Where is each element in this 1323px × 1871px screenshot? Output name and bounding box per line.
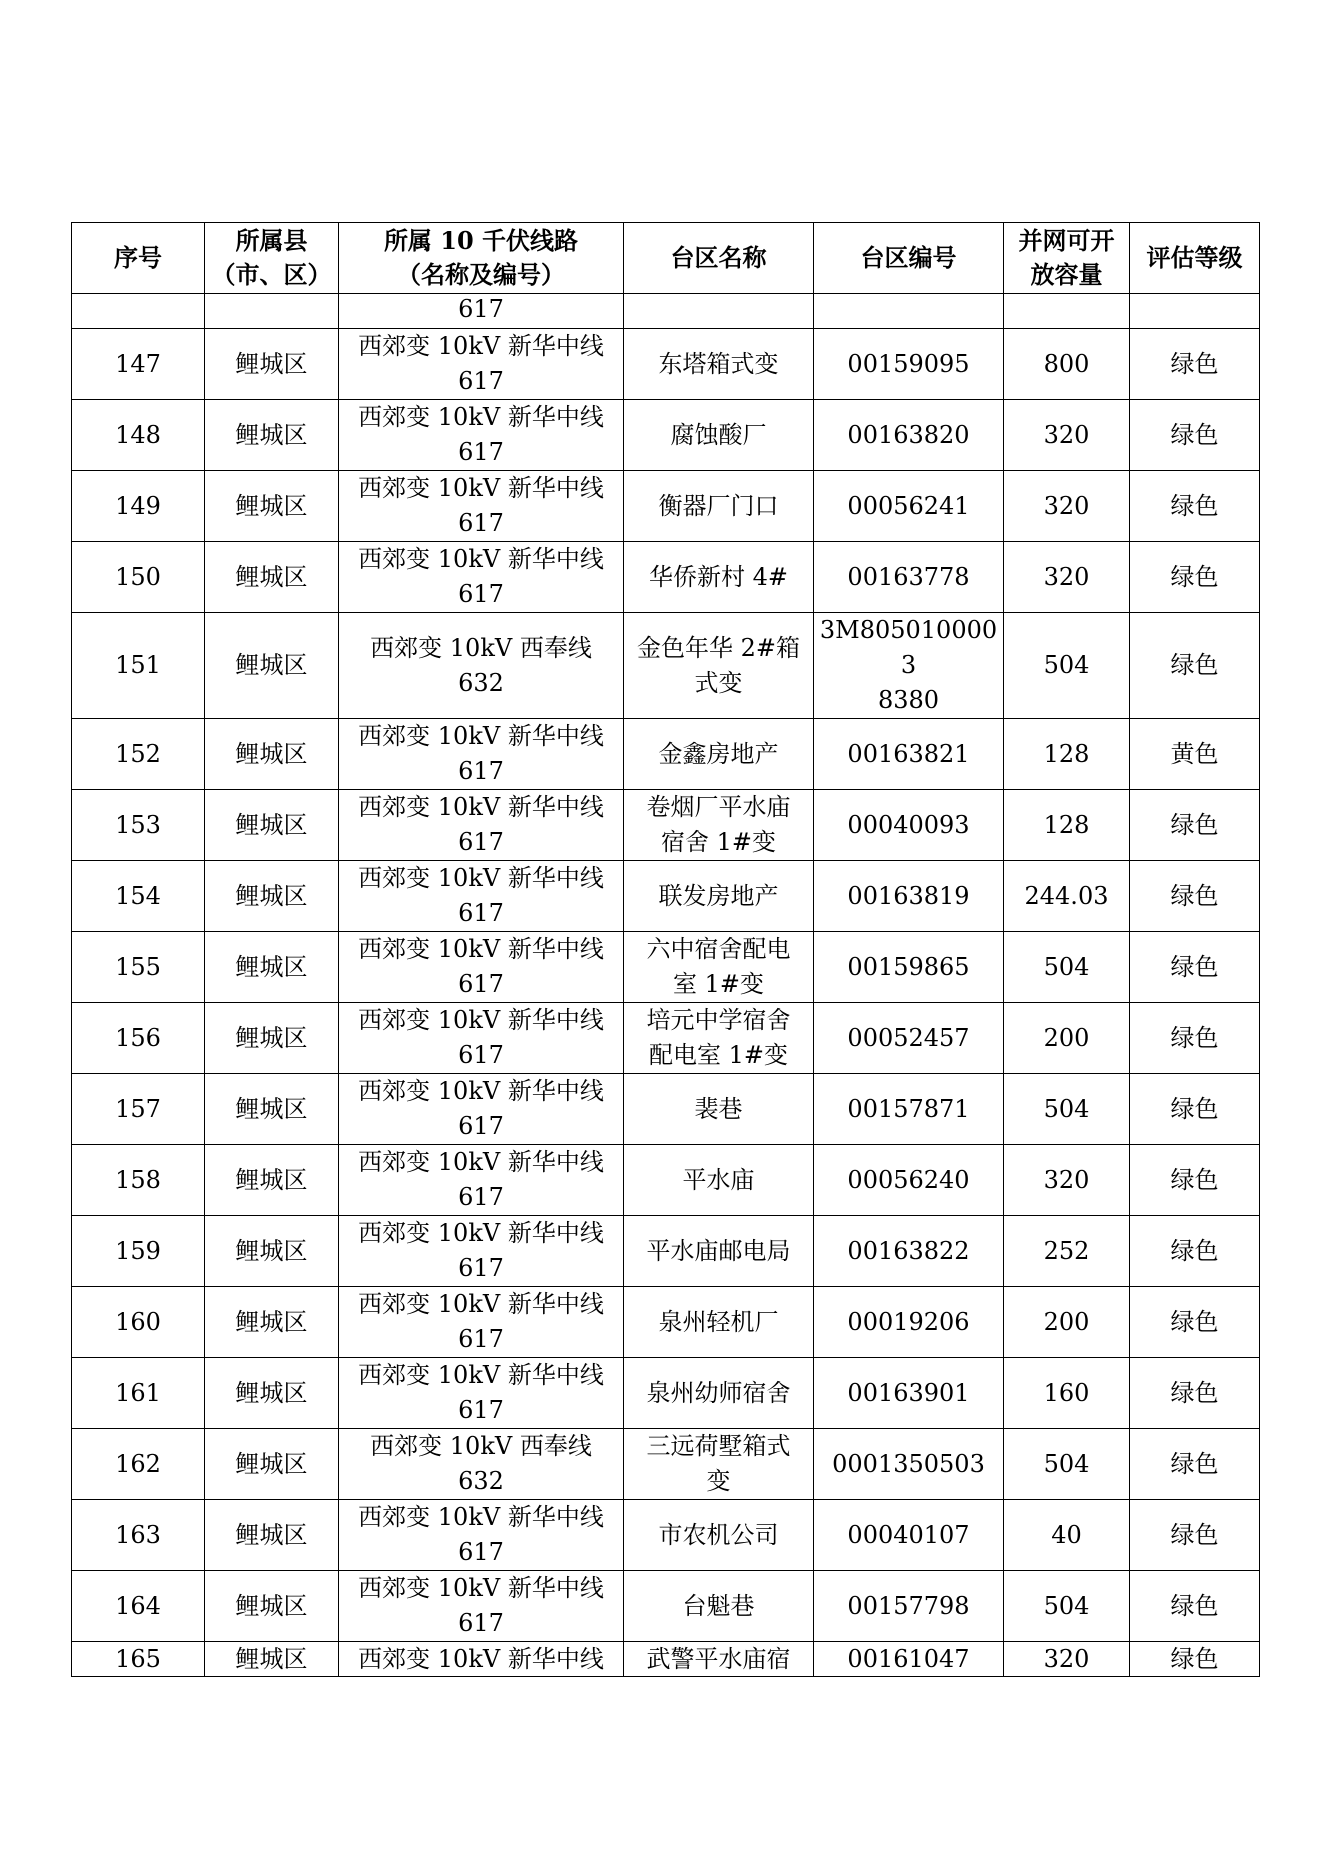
cell-capacity: 244.03 — [1004, 861, 1130, 932]
cell-seq: 151 — [72, 613, 205, 719]
cell-line: 西郊变 10kV 新华中线 617 — [339, 719, 624, 790]
cell-grade: 绿色 — [1130, 613, 1260, 719]
cell-capacity: 200 — [1004, 1003, 1130, 1074]
cell-area-code: 0001350503 — [814, 1429, 1004, 1500]
cell-seq: 163 — [72, 1500, 205, 1571]
table-row — [72, 1571, 1260, 1642]
table-row-last — [72, 1642, 1260, 1677]
cell-area-code: 3M8050100003 8380 — [814, 613, 1004, 719]
cell-capacity: 200 — [1004, 1287, 1130, 1358]
header-area-code: 台区编号 — [814, 223, 1004, 294]
cell-seq — [72, 294, 205, 329]
table-row — [72, 1500, 1260, 1571]
cell-seq: 150 — [72, 542, 205, 613]
cell-county: 鲤城区 — [205, 1642, 339, 1677]
cell-grade: 绿色 — [1130, 1429, 1260, 1500]
cell-grade: 绿色 — [1130, 1074, 1260, 1145]
cell-grade: 绿色 — [1130, 329, 1260, 400]
cell-county: 鲤城区 — [205, 932, 339, 1003]
cell-area-name: 泉州轻机厂 — [624, 1287, 814, 1358]
table-header-row — [72, 223, 1260, 294]
cell-county: 鲤城区 — [205, 1003, 339, 1074]
cell-county: 鲤城区 — [205, 1216, 339, 1287]
cell-area-code: 00161047 — [814, 1642, 1004, 1677]
cell-area-name: 六中宿舍配电 室 1#变 — [624, 932, 814, 1003]
cell-grade: 绿色 — [1130, 1500, 1260, 1571]
cell-area-name — [624, 294, 814, 329]
cell-seq: 149 — [72, 471, 205, 542]
cell-county: 鲤城区 — [205, 1145, 339, 1216]
cell-grade: 绿色 — [1130, 1642, 1260, 1677]
cell-line: 西郊变 10kV 新华中线 617 — [339, 1500, 624, 1571]
cell-county: 鲤城区 — [205, 790, 339, 861]
cell-area-code: 00157871 — [814, 1074, 1004, 1145]
cell-capacity: 504 — [1004, 613, 1130, 719]
cell-county: 鲤城区 — [205, 861, 339, 932]
cell-area-name: 泉州幼师宿舍 — [624, 1358, 814, 1429]
cell-line: 西郊变 10kV 西奉线 632 — [339, 613, 624, 719]
cell-area-code: 00019206 — [814, 1287, 1004, 1358]
cell-seq: 155 — [72, 932, 205, 1003]
cell-grade: 绿色 — [1130, 1287, 1260, 1358]
cell-line: 西郊变 10kV 新华中线 617 — [339, 790, 624, 861]
cell-area-name: 联发房地产 — [624, 861, 814, 932]
cell-county: 鲤城区 — [205, 719, 339, 790]
cell-area-code: 00159095 — [814, 329, 1004, 400]
cell-grade: 绿色 — [1130, 1571, 1260, 1642]
cell-area-name: 市农机公司 — [624, 1500, 814, 1571]
cell-seq: 162 — [72, 1429, 205, 1500]
cell-seq: 152 — [72, 719, 205, 790]
cell-grade: 绿色 — [1130, 542, 1260, 613]
cell-seq: 157 — [72, 1074, 205, 1145]
cell-line: 西郊变 10kV 新华中线 617 — [339, 1003, 624, 1074]
cell-capacity: 320 — [1004, 471, 1130, 542]
capacity-table — [71, 222, 1260, 1677]
cell-area-code: 00056240 — [814, 1145, 1004, 1216]
cell-grade — [1130, 294, 1260, 329]
table-row — [72, 932, 1260, 1003]
cell-county: 鲤城区 — [205, 613, 339, 719]
cell-county: 鲤城区 — [205, 400, 339, 471]
cell-county: 鲤城区 — [205, 1571, 339, 1642]
cell-county: 鲤城区 — [205, 1074, 339, 1145]
cell-area-name: 台魁巷 — [624, 1571, 814, 1642]
table-row — [72, 790, 1260, 861]
cell-seq: 156 — [72, 1003, 205, 1074]
cell-area-code: 00052457 — [814, 1003, 1004, 1074]
cell-area-code — [814, 294, 1004, 329]
header-line: 所属 10 千伏线路 （名称及编号） — [339, 223, 624, 294]
cell-seq: 161 — [72, 1358, 205, 1429]
cell-county: 鲤城区 — [205, 329, 339, 400]
cell-area-name: 裴巷 — [624, 1074, 814, 1145]
cell-area-code: 00056241 — [814, 471, 1004, 542]
table-row — [72, 1003, 1260, 1074]
header-grade: 评估等级 — [1130, 223, 1260, 294]
table-row — [72, 542, 1260, 613]
document-page — [71, 222, 1259, 1677]
cell-seq: 164 — [72, 1571, 205, 1642]
cell-area-code: 00163820 — [814, 400, 1004, 471]
header-area-name: 台区名称 — [624, 223, 814, 294]
cell-line: 西郊变 10kV 新华中线 617 — [339, 1145, 624, 1216]
cell-county: 鲤城区 — [205, 1429, 339, 1500]
table-row — [72, 329, 1260, 400]
cell-county: 鲤城区 — [205, 1287, 339, 1358]
continued-row — [72, 294, 1260, 329]
cell-seq: 159 — [72, 1216, 205, 1287]
cell-capacity: 504 — [1004, 1571, 1130, 1642]
cell-area-code: 00163822 — [814, 1216, 1004, 1287]
cell-area-name: 金鑫房地产 — [624, 719, 814, 790]
cell-grade: 绿色 — [1130, 790, 1260, 861]
cell-grade: 绿色 — [1130, 861, 1260, 932]
cell-seq: 147 — [72, 329, 205, 400]
cell-line: 西郊变 10kV 新华中线 617 — [339, 329, 624, 400]
cell-area-code: 00163819 — [814, 861, 1004, 932]
cell-seq: 153 — [72, 790, 205, 861]
cell-capacity: 320 — [1004, 1642, 1130, 1677]
cell-capacity: 320 — [1004, 542, 1130, 613]
cell-line: 西郊变 10kV 新华中线 617 — [339, 1287, 624, 1358]
cell-grade: 绿色 — [1130, 1358, 1260, 1429]
cell-area-code: 00163821 — [814, 719, 1004, 790]
cell-area-name: 金色年华 2#箱 式变 — [624, 613, 814, 719]
cell-area-name: 武警平水庙宿 — [624, 1642, 814, 1677]
table-row — [72, 861, 1260, 932]
cell-line: 西郊变 10kV 新华中线 617 — [339, 1571, 624, 1642]
cell-line: 617 — [339, 294, 624, 329]
cell-capacity: 40 — [1004, 1500, 1130, 1571]
table-row — [72, 1145, 1260, 1216]
cell-capacity: 128 — [1004, 719, 1130, 790]
cell-line: 西郊变 10kV 新华中线 — [339, 1642, 624, 1677]
cell-capacity: 800 — [1004, 329, 1130, 400]
cell-area-name: 东塔箱式变 — [624, 329, 814, 400]
header-county: 所属县 （市、区） — [205, 223, 339, 294]
table-row — [72, 1216, 1260, 1287]
cell-area-name: 卷烟厂平水庙 宿舍 1#变 — [624, 790, 814, 861]
cell-area-name: 华侨新村 4# — [624, 542, 814, 613]
cell-capacity: 504 — [1004, 1074, 1130, 1145]
cell-area-name: 腐蚀酸厂 — [624, 400, 814, 471]
cell-capacity: 252 — [1004, 1216, 1130, 1287]
cell-line: 西郊变 10kV 新华中线 617 — [339, 1358, 624, 1429]
cell-capacity: 320 — [1004, 400, 1130, 471]
cell-capacity: 160 — [1004, 1358, 1130, 1429]
cell-line: 西郊变 10kV 新华中线 617 — [339, 400, 624, 471]
cell-line: 西郊变 10kV 西奉线 632 — [339, 1429, 624, 1500]
cell-area-name: 平水庙 — [624, 1145, 814, 1216]
table-row — [72, 1074, 1260, 1145]
cell-line: 西郊变 10kV 新华中线 617 — [339, 932, 624, 1003]
cell-seq: 158 — [72, 1145, 205, 1216]
cell-area-code: 00159865 — [814, 932, 1004, 1003]
cell-line: 西郊变 10kV 新华中线 617 — [339, 1216, 624, 1287]
table-row — [72, 1287, 1260, 1358]
cell-area-code: 00040107 — [814, 1500, 1004, 1571]
cell-area-name: 衡器厂门口 — [624, 471, 814, 542]
cell-capacity: 504 — [1004, 1429, 1130, 1500]
cell-grade: 绿色 — [1130, 1145, 1260, 1216]
cell-line: 西郊变 10kV 新华中线 617 — [339, 471, 624, 542]
cell-area-code: 00163901 — [814, 1358, 1004, 1429]
cell-grade: 绿色 — [1130, 1003, 1260, 1074]
cell-capacity: 504 — [1004, 932, 1130, 1003]
cell-area-name: 培元中学宿舍 配电室 1#变 — [624, 1003, 814, 1074]
cell-grade: 绿色 — [1130, 400, 1260, 471]
cell-seq: 165 — [72, 1642, 205, 1677]
cell-grade: 绿色 — [1130, 471, 1260, 542]
cell-seq: 160 — [72, 1287, 205, 1358]
cell-line: 西郊变 10kV 新华中线 617 — [339, 1074, 624, 1145]
cell-grade: 绿色 — [1130, 932, 1260, 1003]
cell-grade: 绿色 — [1130, 1216, 1260, 1287]
cell-line: 西郊变 10kV 新华中线 617 — [339, 542, 624, 613]
cell-area-code: 00163778 — [814, 542, 1004, 613]
cell-area-name: 平水庙邮电局 — [624, 1216, 814, 1287]
cell-county: 鲤城区 — [205, 471, 339, 542]
table-row — [72, 613, 1260, 719]
cell-line: 西郊变 10kV 新华中线 617 — [339, 861, 624, 932]
cell-area-name: 三远荷墅箱式 变 — [624, 1429, 814, 1500]
cell-grade: 黄色 — [1130, 719, 1260, 790]
header-capacity: 并网可开 放容量 — [1004, 223, 1130, 294]
table-row — [72, 400, 1260, 471]
header-seq: 序号 — [72, 223, 205, 294]
cell-capacity: 128 — [1004, 790, 1130, 861]
table-row — [72, 719, 1260, 790]
cell-county: 鲤城区 — [205, 1500, 339, 1571]
cell-county: 鲤城区 — [205, 1358, 339, 1429]
cell-capacity — [1004, 294, 1130, 329]
cell-capacity: 320 — [1004, 1145, 1130, 1216]
table-row — [72, 1429, 1260, 1500]
cell-area-code: 00040093 — [814, 790, 1004, 861]
cell-county — [205, 294, 339, 329]
cell-seq: 154 — [72, 861, 205, 932]
cell-seq: 148 — [72, 400, 205, 471]
cell-area-code: 00157798 — [814, 1571, 1004, 1642]
table-row — [72, 471, 1260, 542]
table-row — [72, 1358, 1260, 1429]
cell-county: 鲤城区 — [205, 542, 339, 613]
